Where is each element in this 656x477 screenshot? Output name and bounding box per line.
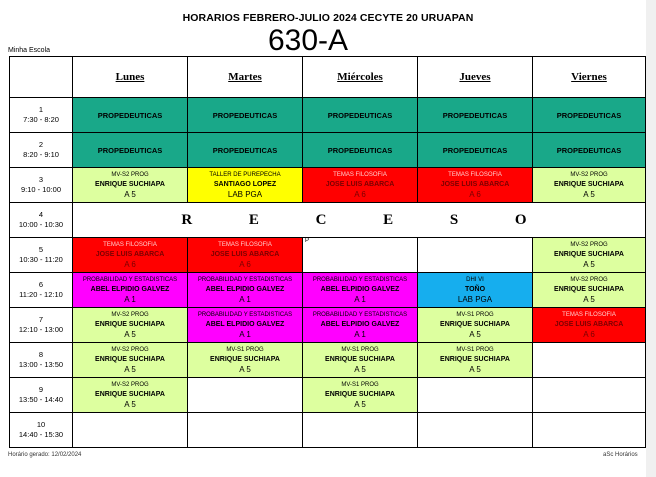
class-subject: PROBABILIDAD Y ESTADISTICAS [197, 311, 293, 318]
schedule-title: HORARIOS FEBRERO-JULIO 2024 CECYTE 20 URUAPAN [182, 12, 474, 24]
class-label: PROPEDEUTICAS [327, 145, 393, 155]
period-time: 9:10 - 10:00 [20, 185, 62, 194]
class-subject: MV-S1 PROG [456, 346, 494, 353]
class-subject: MV-S2 PROG [570, 241, 608, 248]
class-subject: MV-S2 PROG [111, 346, 149, 353]
class-cell[interactable] [188, 98, 303, 133]
period-label [10, 98, 73, 133]
class-teacher: JOSE LUIS ABARCA [210, 250, 280, 258]
class-teacher: ENRIQUE SUCHIAPA [325, 390, 395, 398]
class-teacher: JOSE LUIS ABARCA [440, 180, 510, 188]
period-row [10, 273, 646, 308]
class-subject: TEMAS FILOSOFIA [218, 241, 272, 248]
class-cell[interactable] [73, 168, 188, 203]
class-room: A 5 [354, 399, 366, 409]
period-row [10, 378, 646, 413]
period-row [10, 203, 646, 238]
class-room: A 5 [124, 399, 136, 409]
class-teacher: ABEL ELPIDIO GALVEZ [320, 285, 400, 293]
class-teacher: ABEL ELPIDIO GALVEZ [205, 285, 285, 293]
period-label [10, 238, 73, 273]
class-cell[interactable] [533, 343, 646, 378]
class-teacher: JOSE LUIS ABARCA [95, 250, 165, 258]
period-label [10, 308, 73, 343]
class-subject: PROBABILIDAD Y ESTADISTICAS [197, 276, 293, 283]
class-subject: MV-S1 PROG [456, 311, 494, 318]
class-room: A 1 [239, 329, 251, 339]
class-cell[interactable] [418, 308, 533, 343]
recess-cell [73, 203, 646, 238]
class-cell[interactable] [188, 133, 303, 168]
class-cell[interactable] [418, 378, 533, 413]
class-subject: MV-S1 PROG [226, 346, 264, 353]
class-label: PROPEDEUTICAS [327, 110, 393, 120]
class-cell[interactable] [418, 238, 533, 273]
period-number: 2 [38, 140, 44, 149]
class-subject: MV-S2 PROG [570, 276, 608, 283]
class-cell[interactable] [303, 168, 418, 203]
timetable [9, 56, 646, 448]
class-room: A 5 [124, 329, 136, 339]
day-header-row [10, 57, 646, 98]
class-cell[interactable] [73, 308, 188, 343]
class-subject: PROBABILIDAD Y ESTADISTICAS [82, 276, 178, 283]
class-cell[interactable] [303, 343, 418, 378]
class-room: A 6 [469, 189, 481, 199]
period-row [10, 238, 646, 273]
class-room: A 5 [124, 189, 136, 199]
class-subject: TEMAS FILOSOFIA [103, 241, 157, 248]
class-subject: DHI VI [466, 276, 484, 283]
class-cell[interactable] [188, 238, 303, 273]
recess-letter: O [514, 211, 527, 228]
period-label [10, 168, 73, 203]
period-time: 14:40 - 15:30 [18, 430, 64, 439]
day-header: Martes [188, 57, 303, 98]
class-teacher: ENRIQUE SUCHIAPA [95, 355, 165, 363]
class-room: A 1 [124, 294, 136, 304]
class-teacher: TOÑO [464, 285, 486, 293]
recess-letter: C [315, 211, 327, 228]
class-cell[interactable] [533, 133, 646, 168]
class-subject: MV-S1 PROG [341, 381, 379, 388]
day-header: Miércoles [303, 57, 418, 98]
class-room: A 6 [124, 259, 136, 269]
class-room: A 5 [583, 259, 595, 269]
class-label: PROPEDEUTICAS [97, 110, 163, 120]
class-cell[interactable] [533, 168, 646, 203]
period-row [10, 168, 646, 203]
class-cell[interactable] [303, 413, 418, 448]
class-teacher: ENRIQUE SUCHIAPA [325, 355, 395, 363]
class-cell[interactable] [533, 378, 646, 413]
class-cell[interactable] [418, 273, 533, 308]
period-number: 10 [36, 420, 46, 429]
period-label [10, 343, 73, 378]
class-room: A 6 [354, 189, 366, 199]
class-cell[interactable] [303, 238, 418, 273]
class-cell[interactable] [188, 413, 303, 448]
class-cell[interactable] [303, 98, 418, 133]
class-teacher: ABEL ELPIDIO GALVEZ [90, 285, 170, 293]
period-row [10, 133, 646, 168]
period-label [10, 273, 73, 308]
class-subject: TEMAS FILOSOFIA [333, 171, 387, 178]
period-number: 5 [38, 245, 44, 254]
period-label [10, 378, 73, 413]
class-teacher: SANTIAGO LOPEZ [213, 180, 277, 188]
group-name: 630-A [268, 24, 349, 57]
class-teacher: ENRIQUE SUCHIAPA [440, 355, 510, 363]
class-room: A 5 [583, 189, 595, 199]
class-cell[interactable] [303, 308, 418, 343]
period-row [10, 98, 646, 133]
period-time: 13:50 - 14:40 [18, 395, 64, 404]
class-room: A 1 [354, 294, 366, 304]
period-number: 3 [38, 175, 44, 184]
class-room: LAB PGA [227, 189, 263, 199]
class-cell[interactable] [73, 133, 188, 168]
class-subject: MV-S2 PROG [111, 171, 149, 178]
recess-letter: E [383, 211, 394, 228]
class-cell[interactable] [188, 273, 303, 308]
class-teacher: ENRIQUE SUCHIAPA [95, 180, 165, 188]
class-cell[interactable] [418, 413, 533, 448]
corner-cell [10, 57, 73, 98]
class-room: A 5 [469, 329, 481, 339]
recess-letter: S [449, 211, 459, 228]
cell-mark: P [305, 238, 310, 244]
period-number: 1 [38, 105, 44, 114]
class-room: A 1 [239, 294, 251, 304]
period-time: 10:00 - 10:30 [18, 220, 64, 229]
period-time: 7:30 - 8:20 [23, 115, 59, 124]
period-time: 10:30 - 11:20 [19, 255, 63, 264]
period-number: 7 [38, 315, 44, 324]
class-cell[interactable] [188, 308, 303, 343]
school-name: Minha Escola [8, 47, 51, 54]
class-cell[interactable] [303, 273, 418, 308]
class-teacher: ENRIQUE SUCHIAPA [95, 390, 165, 398]
class-cell[interactable] [418, 133, 533, 168]
class-room: A 5 [354, 364, 366, 374]
class-cell[interactable] [303, 133, 418, 168]
recess-letter: E [248, 211, 259, 228]
class-teacher: JOSE LUIS ABARCA [554, 320, 624, 328]
period-number: 9 [38, 385, 44, 394]
period-time: 11:20 - 12:10 [19, 290, 63, 299]
class-room: LAB PGA [457, 294, 493, 304]
class-teacher: ABEL ELPIDIO GALVEZ [320, 320, 400, 328]
period-number: 6 [38, 280, 44, 289]
period-row [10, 343, 646, 378]
class-label: PROPEDEUTICAS [442, 145, 508, 155]
class-cell[interactable] [73, 273, 188, 308]
class-teacher: ENRIQUE SUCHIAPA [554, 285, 624, 293]
class-subject: MV-S1 PROG [341, 346, 379, 353]
period-row [10, 308, 646, 343]
class-cell[interactable] [73, 238, 188, 273]
period-time: 12:10 - 13:00 [18, 325, 64, 334]
period-time: 13:00 - 13:50 [18, 360, 64, 369]
recess-letter: R [181, 211, 193, 228]
class-cell[interactable] [418, 343, 533, 378]
class-cell[interactable] [188, 343, 303, 378]
class-subject: PROBABILIDAD Y ESTADISTICAS [312, 276, 408, 283]
class-cell[interactable] [73, 378, 188, 413]
class-cell[interactable] [73, 98, 188, 133]
class-room: A 6 [583, 329, 595, 339]
period-row [10, 413, 646, 448]
app-credit: aSc Horários [603, 452, 638, 458]
class-room: A 1 [354, 329, 366, 339]
class-subject: TEMAS FILOSOFIA [562, 311, 616, 318]
day-header: Lunes [73, 57, 188, 98]
class-room: A 6 [239, 259, 251, 269]
period-label [10, 133, 73, 168]
class-cell[interactable] [188, 168, 303, 203]
class-cell[interactable] [418, 168, 533, 203]
window-edge [646, 0, 656, 477]
class-cell[interactable] [533, 413, 646, 448]
class-label: PROPEDEUTICAS [442, 110, 508, 120]
day-header: Viernes [533, 57, 646, 98]
day-header: Jueves [418, 57, 533, 98]
class-label: PROPEDEUTICAS [212, 110, 278, 120]
class-subject: MV-S2 PROG [570, 171, 608, 178]
class-room: A 5 [583, 294, 595, 304]
class-teacher: ENRIQUE SUCHIAPA [210, 355, 280, 363]
class-cell[interactable] [533, 238, 646, 273]
period-number: 8 [38, 350, 44, 359]
class-teacher: ENRIQUE SUCHIAPA [554, 180, 624, 188]
class-cell[interactable] [188, 378, 303, 413]
class-teacher: ENRIQUE SUCHIAPA [95, 320, 165, 328]
class-teacher: ENRIQUE SUCHIAPA [554, 250, 624, 258]
class-room: A 5 [469, 364, 481, 374]
class-subject: TALLER DE PUREPECHA [209, 171, 281, 178]
period-number: 4 [38, 210, 44, 219]
class-teacher: ABEL ELPIDIO GALVEZ [205, 320, 285, 328]
generated-date: Horário gerado: 12/02/2024 [8, 452, 82, 458]
class-subject: MV-S2 PROG [111, 311, 149, 318]
class-cell[interactable] [73, 413, 188, 448]
class-cell[interactable] [418, 98, 533, 133]
class-label: PROPEDEUTICAS [97, 145, 163, 155]
class-cell[interactable] [303, 378, 418, 413]
class-cell[interactable] [73, 343, 188, 378]
class-teacher: JOSE LUIS ABARCA [325, 180, 395, 188]
class-label: PROPEDEUTICAS [556, 145, 622, 155]
class-cell[interactable] [533, 98, 646, 133]
class-subject: PROBABILIDAD Y ESTADISTICAS [312, 311, 408, 318]
class-teacher: ENRIQUE SUCHIAPA [440, 320, 510, 328]
class-cell[interactable] [533, 273, 646, 308]
class-label: PROPEDEUTICAS [212, 145, 278, 155]
class-room: A 5 [124, 364, 136, 374]
period-label [10, 413, 73, 448]
class-label: PROPEDEUTICAS [556, 110, 622, 120]
class-room: A 5 [239, 364, 251, 374]
class-subject: TEMAS FILOSOFIA [448, 171, 502, 178]
class-subject: MV-S2 PROG [111, 381, 149, 388]
class-cell[interactable] [533, 308, 646, 343]
period-time: 8:20 - 9:10 [23, 150, 59, 159]
period-label [10, 203, 73, 238]
